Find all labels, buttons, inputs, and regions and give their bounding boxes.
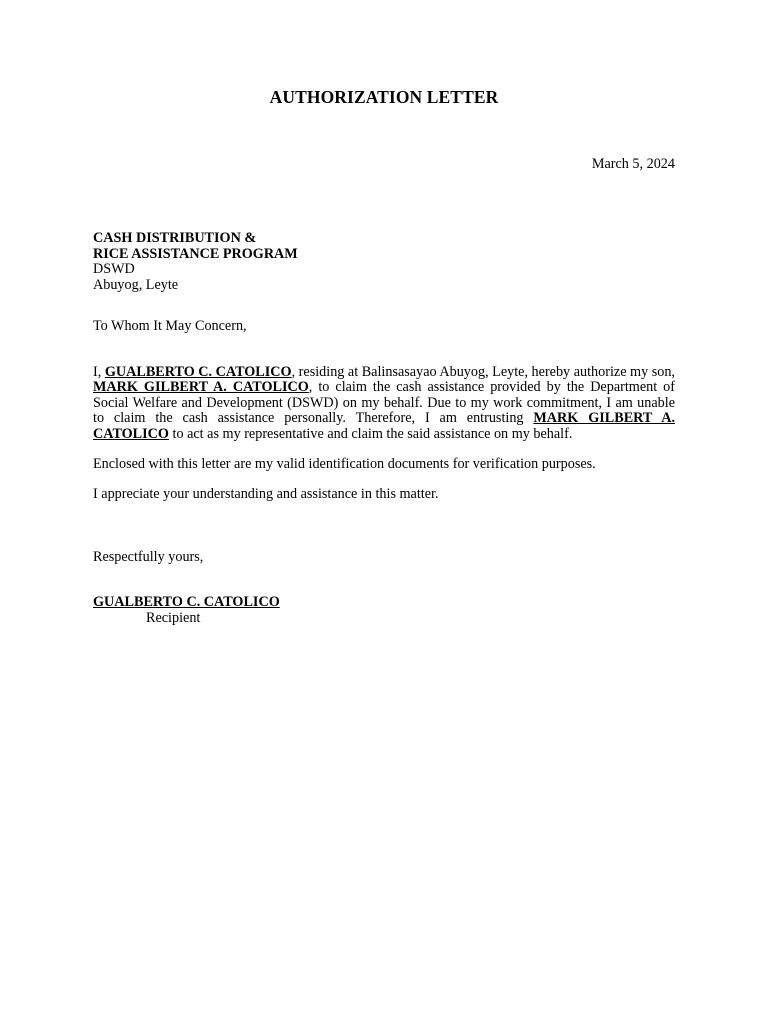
recipient-location: Abuyog, Leyte	[93, 276, 179, 293]
authorization-paragraph	[93, 365, 675, 442]
appreciation-paragraph: I appreciate your understanding and assistance in this matter.	[93, 486, 439, 502]
authorizer-name: GUALBERTO C. CATOLICO	[104, 364, 292, 380]
recipient-program-line-2: RICE ASSISTANCE PROGRAM	[93, 245, 298, 262]
signature-block	[93, 595, 280, 626]
salutation: To Whom It May Concern,	[93, 318, 247, 334]
signer-name: GUALBERTO C. CATOLICO	[93, 594, 280, 610]
recipient-agency: DSWD	[93, 261, 135, 277]
letter-title: AUTHORIZATION LETTER	[269, 87, 499, 107]
paragraph-text: , residing at Balinsasayao Abuyog, Leyte, hereby authorize my son,	[291, 364, 675, 380]
representative-name: MARK GILBERT A. CATOLICO	[93, 379, 309, 396]
recipient-program-line-1: CASH DISTRIBUTION &	[93, 230, 257, 246]
signer-role: Recipient	[146, 609, 201, 626]
paragraph-text: I,	[93, 364, 105, 380]
closing: Respectfully yours,	[93, 549, 204, 565]
recipient-address-block	[93, 231, 675, 293]
representative-name: MARK GILBERT A. CATOLICO	[93, 410, 676, 442]
paragraph-text: , to claim the cash assistance provided by the Department of Social Welfare and Development (DSWD) on my behalf. Due to my work commitment, I am unable to claim the cash assistance personally. Therefore, I am entrusting	[93, 379, 675, 427]
paragraph-text: to act as my representative and claim the said assistance on my behalf.	[168, 425, 573, 442]
enclosure-paragraph: Enclosed with this letter are my valid identification documents for verification purposes.	[93, 456, 596, 472]
letter-date: March 5, 2024	[591, 156, 675, 172]
